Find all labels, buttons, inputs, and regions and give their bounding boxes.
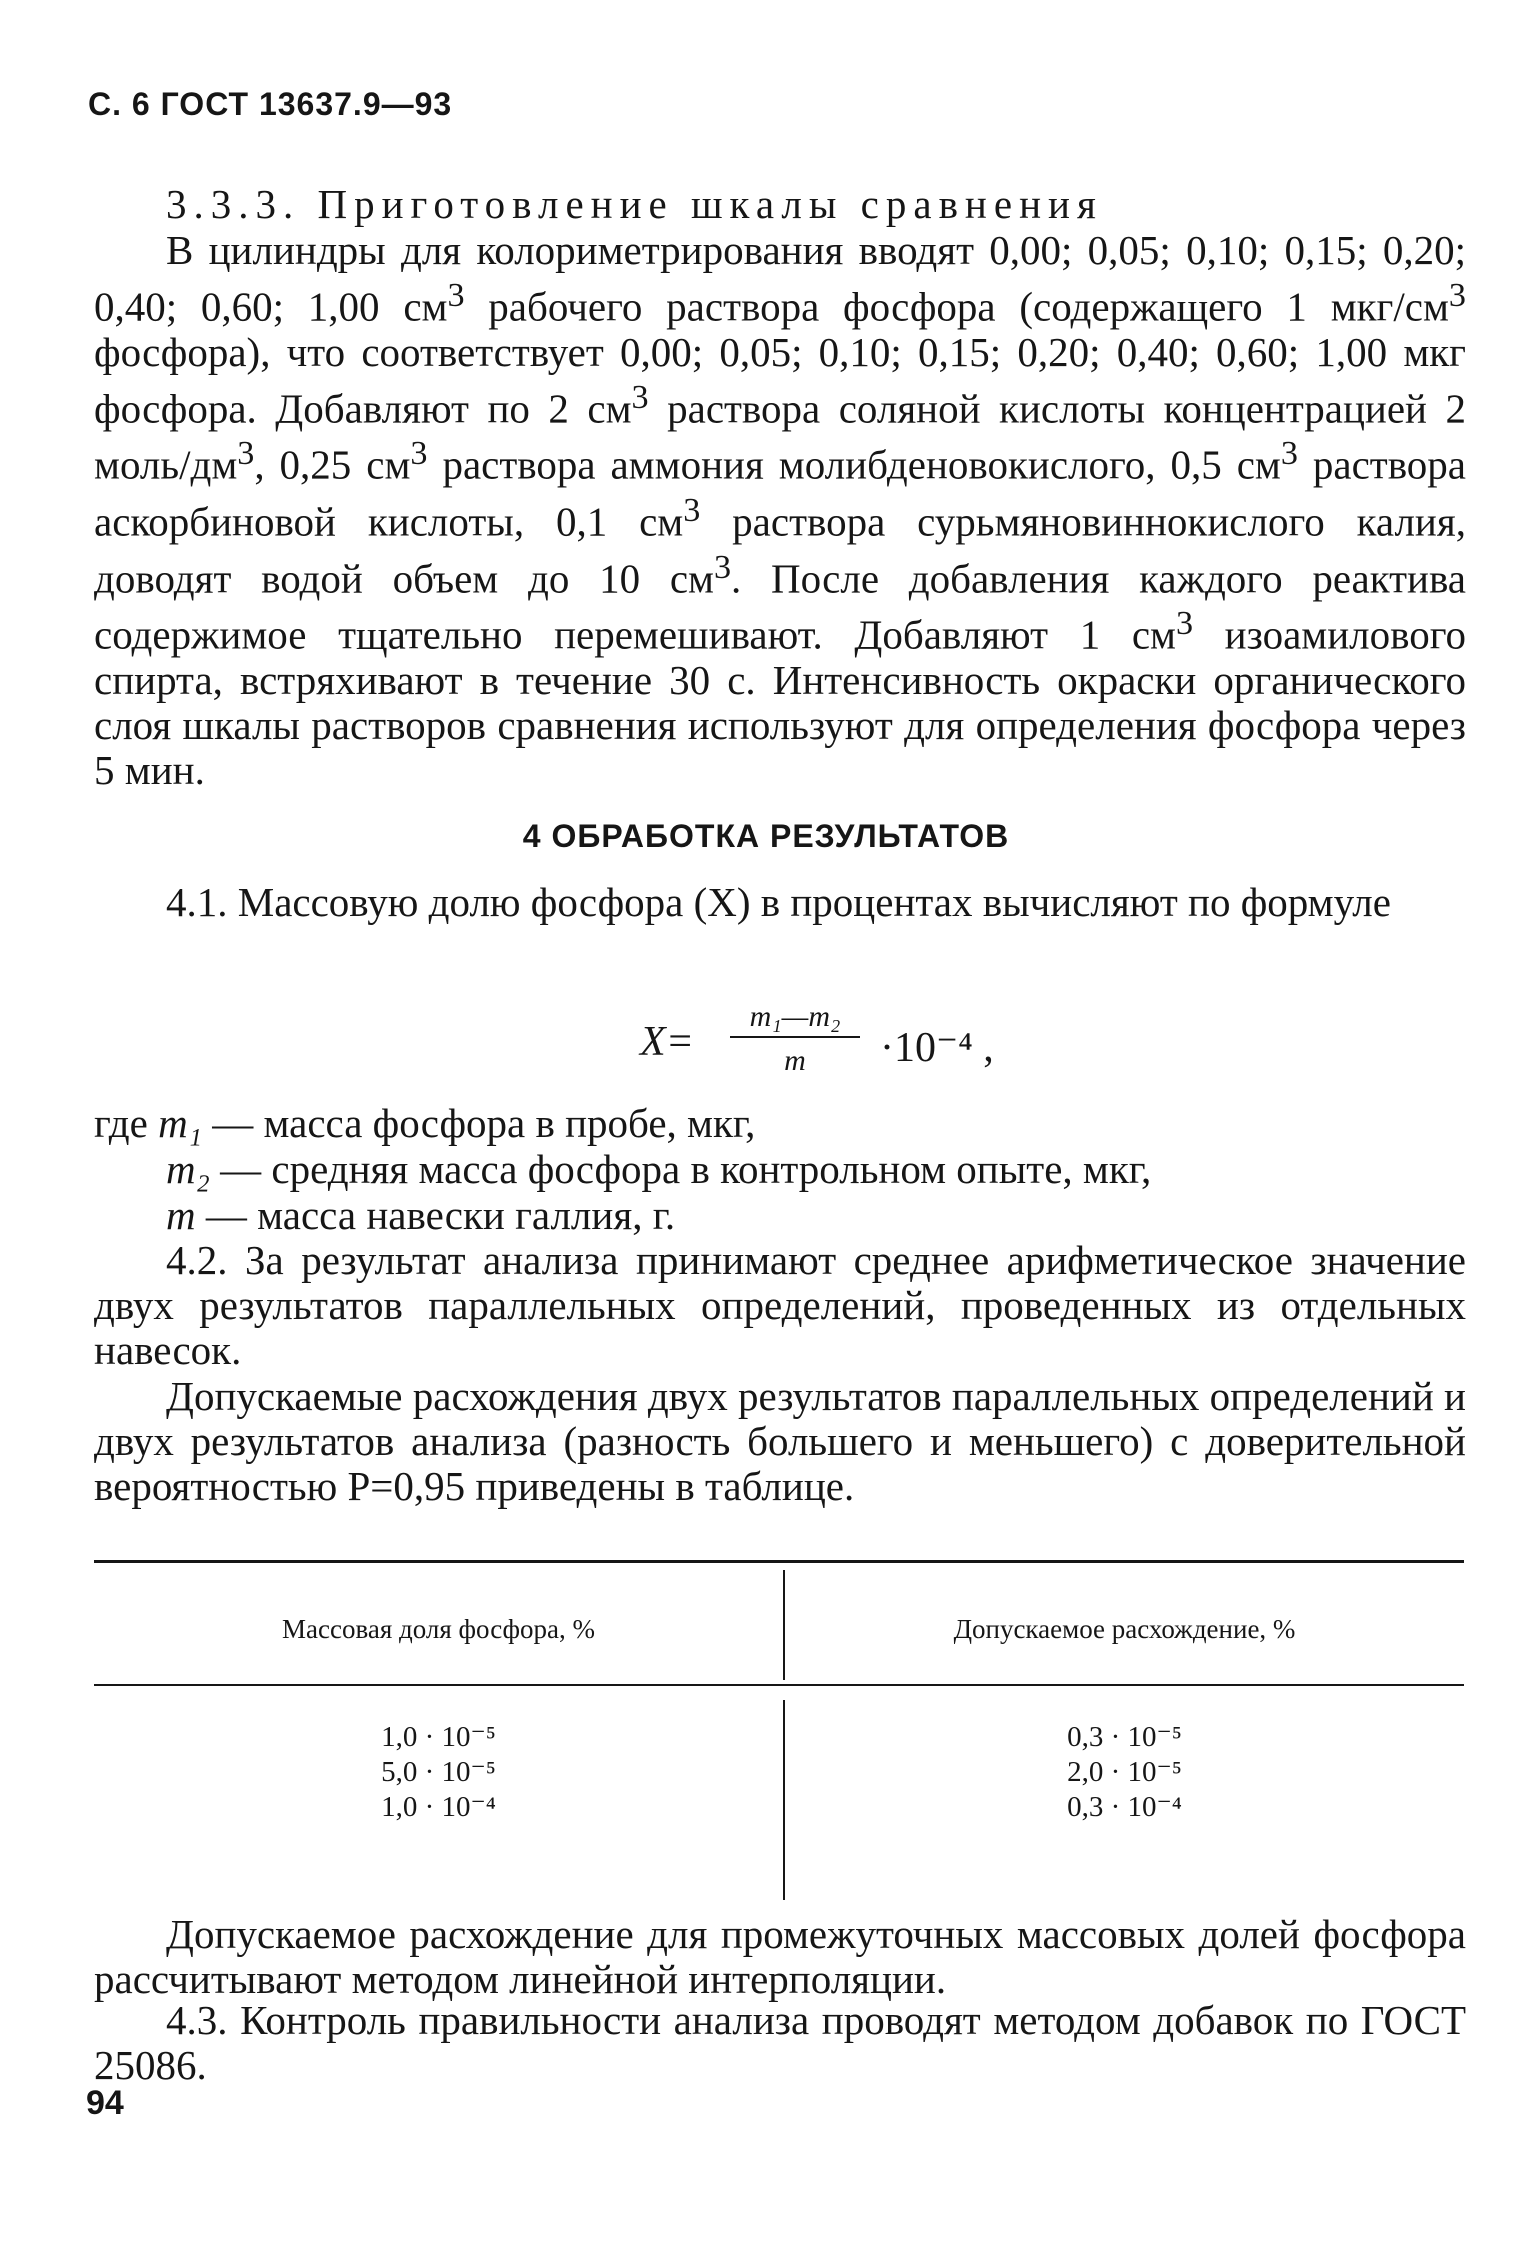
page-header: С. 6 ГОСТ 13637.9—93 xyxy=(88,86,453,122)
paragraph-4-2: 4.2. За результат анализа принимают среднее арифметическое значение двух результатов параллельных определений, проведенных из отдельных навесок. xyxy=(94,1237,1466,1373)
legend-symbol: m₂ xyxy=(166,1146,210,1192)
table-cell: 0,3 · 10⁻⁴ xyxy=(1067,1791,1182,1823)
table-header-tolerance: Допускаемое расхождение, % xyxy=(953,1614,1296,1644)
paragraph-interpolation: Допускаемое расхождение для промежуточных массовых долей фосфора рассчитывают методом линейной интерполяции. xyxy=(94,1911,1466,2002)
table-cell: 1,0 · 10⁻⁵ xyxy=(381,1721,496,1753)
paragraph-4-2-tolerances: Допускаемые расхождения двух результатов параллельных определений и двух результатов анализа (разность большего и меньшего) с доверительной вероятностью P=0,95 приведены в таблице. xyxy=(94,1373,1466,1509)
legend-text: — средняя масса фосфора в контрольном опыте, мкг, xyxy=(209,1146,1152,1192)
formula-multiplier: ·10⁻⁴ , xyxy=(880,1025,994,1071)
formula-lhs: X= xyxy=(640,1019,694,1065)
legend-symbol: m₁ xyxy=(158,1100,202,1146)
table-cell: 5,0 · 10⁻⁵ xyxy=(381,1756,496,1788)
legend-text: — масса фосфора в пробе, мкг, xyxy=(201,1100,756,1146)
legend-symbol: m xyxy=(166,1192,196,1238)
table-cell: 1,0 · 10⁻⁴ xyxy=(381,1791,496,1823)
table-column-mass-fraction xyxy=(94,1720,783,1825)
formula-denominator: m xyxy=(784,1044,806,1077)
formula xyxy=(640,1000,1100,1100)
formula-numerator: m₁—m₂ xyxy=(730,1000,860,1038)
table-column-tolerance xyxy=(785,1720,1464,1825)
table-header-mass-fraction: Массовая доля фосфора, % xyxy=(282,1614,595,1644)
formula-fraction xyxy=(730,1000,860,1078)
legend-row xyxy=(94,1146,1151,1192)
subsection-title-3-3-3: 3.3.3. Приготовление шкалы сравнения xyxy=(166,181,1103,227)
paragraph-4-3: 4.3. Контроль правильности анализа проводят методом добавок по ГОСТ 25086. xyxy=(94,1997,1466,2088)
legend-text: — масса навески галлия, г. xyxy=(195,1192,676,1238)
formula-legend xyxy=(94,1100,1151,1238)
legend-prefix: где xyxy=(94,1100,159,1146)
table-cell: 0,3 · 10⁻⁵ xyxy=(1067,1721,1182,1753)
table-top-rule xyxy=(94,1560,1464,1563)
legend-row xyxy=(94,1192,1151,1238)
page-number: 94 xyxy=(86,2084,124,2122)
paragraph-4-1: 4.1. Массовую долю фосфора (X) в процентах вычисляют по формуле xyxy=(166,879,1391,925)
table-cell: 2,0 · 10⁻⁵ xyxy=(1067,1756,1182,1788)
legend-row xyxy=(94,1100,1151,1146)
section-title-4: 4 ОБРАБОТКА РЕЗУЛЬТАТОВ xyxy=(522,818,1010,854)
paragraph-3-3-3: В цилиндры для колориметрирования вводят 0,00; 0,05; 0,10; 0,15; 0,20; 0,40; 0,60; 1,00 $см^3$ рабочего раствора фосфора (содержащего 1 мкг/$см^3$ фосфора), что соответствует 0,00; 0,05; 0,10; 0,15; 0,20; 0,40; 0,60; 1,00 мкг фосфора. Добавляют по 2 $см^3$ раствора соляной кислоты концентрацией 2 моль/$дм^3$, 0,25 $см^3$ раствора аммония молибденовокислого, 0,5 $см^3$ раствора аскорбиновой кислоты, 0,1 $см^3$ раствора сурьмяновиннокислого калия, доводят водой объем до 10 $см^3$. После добавления каждого реактива содержимое тщательно перемешивают. Добавляют 1 $см^3$ изоамилового спирта, встряхивают в течение 30 с. Интенсивность окраски органического слоя шкалы растворов сравнения используют для определения фосфора через 5 мин. xyxy=(94,227,1466,793)
table-header-rule xyxy=(94,1684,1464,1686)
